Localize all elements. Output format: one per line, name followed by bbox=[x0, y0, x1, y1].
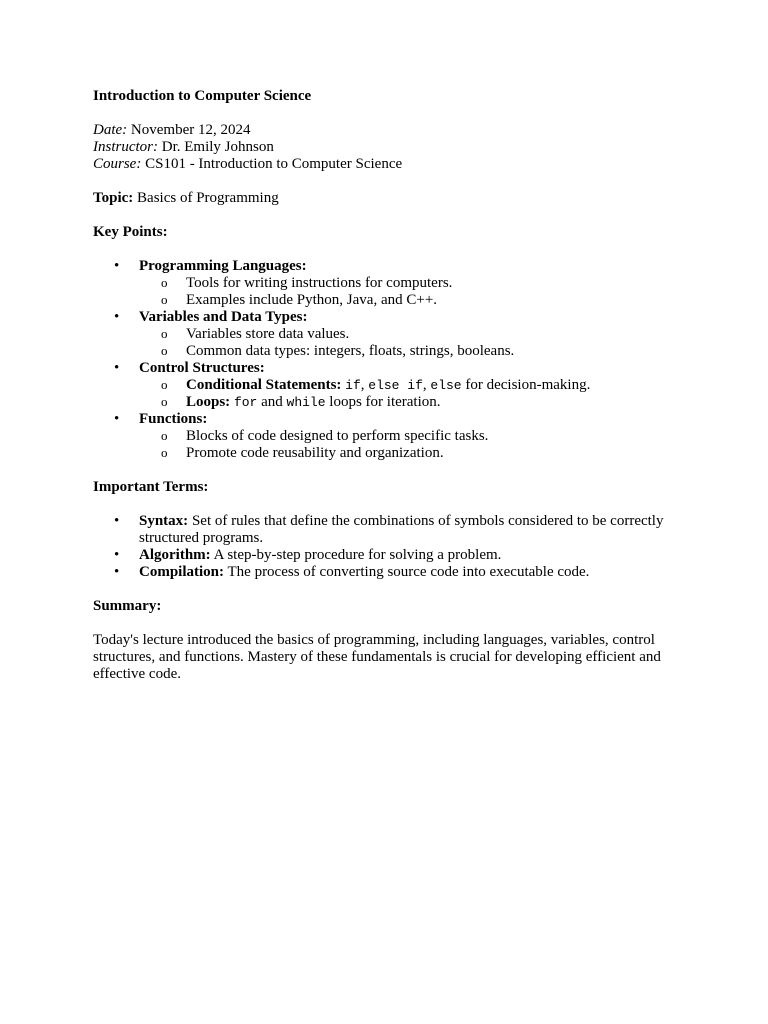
sub-item-text: loops for iteration. bbox=[325, 394, 441, 410]
date-value: November 12, 2024 bbox=[127, 122, 251, 138]
sub-list-item bbox=[139, 326, 693, 343]
important-terms-heading: Important Terms: bbox=[93, 479, 209, 495]
sub-list bbox=[139, 377, 693, 411]
sub-item-text: Blocks of code designed to perform specific tasks. bbox=[186, 428, 489, 444]
course-line bbox=[93, 156, 693, 173]
circle-bullet-icon: o bbox=[161, 445, 168, 460]
bullet-icon: • bbox=[114, 360, 120, 376]
list-item bbox=[93, 547, 693, 564]
sub-list-item bbox=[139, 445, 693, 462]
course-label: Course: bbox=[93, 156, 142, 172]
sub-list-item bbox=[139, 428, 693, 445]
topic-value: Basics of Programming bbox=[133, 190, 279, 206]
sub-item-text: Variables store data values. bbox=[186, 326, 350, 342]
sub-list bbox=[139, 428, 693, 462]
term-definition: The process of converting source code into executable code. bbox=[224, 564, 590, 580]
key-point-label: Programming Languages: bbox=[139, 258, 307, 274]
sub-item-text: Tools for writing instructions for computers. bbox=[186, 275, 453, 291]
sub-list-item bbox=[139, 343, 693, 360]
circle-bullet-icon: o bbox=[161, 377, 168, 392]
document-title: Introduction to Computer Science bbox=[93, 88, 312, 104]
circle-bullet-icon: o bbox=[161, 428, 168, 443]
list-item bbox=[93, 513, 693, 547]
list-item bbox=[93, 258, 693, 309]
sub-item-text: for decision-making. bbox=[461, 377, 591, 393]
sub-list-item bbox=[139, 292, 693, 309]
key-point-label: Variables and Data Types: bbox=[139, 309, 308, 325]
bullet-icon: • bbox=[114, 564, 120, 580]
date-line bbox=[93, 122, 693, 139]
circle-bullet-icon: o bbox=[161, 394, 168, 409]
code-else-if: else if bbox=[368, 378, 423, 393]
sub-list bbox=[139, 326, 693, 360]
key-point-label: Functions: bbox=[139, 411, 208, 427]
code-while: while bbox=[286, 395, 326, 410]
circle-bullet-icon: o bbox=[161, 343, 168, 358]
term-label: Algorithm: bbox=[139, 547, 211, 563]
circle-bullet-icon: o bbox=[161, 292, 168, 307]
topic-label: Topic: bbox=[93, 190, 134, 206]
list-item bbox=[93, 309, 693, 360]
term-label: Compilation: bbox=[139, 564, 225, 580]
course-value: CS101 - Introduction to Computer Science bbox=[141, 156, 403, 172]
bullet-icon: • bbox=[114, 309, 120, 325]
sub-list-item bbox=[139, 394, 693, 411]
code-for: for bbox=[233, 395, 258, 410]
summary-heading: Summary: bbox=[93, 598, 162, 614]
bullet-icon: • bbox=[114, 258, 120, 274]
sub-item-text: Examples include Python, Java, and C++. bbox=[186, 292, 438, 308]
separator: , bbox=[422, 377, 431, 393]
key-point-label: Control Structures: bbox=[139, 360, 265, 376]
code-else: else bbox=[430, 378, 462, 393]
summary-text: Today's lecture introduced the basics of programming, including languages, variables, control structures, and functions. Mastery of these fundamentals is crucial for developing efficient and effective code. bbox=[93, 632, 661, 682]
instructor-value: Dr. Emily Johnson bbox=[158, 139, 274, 155]
key-points-list bbox=[93, 258, 693, 462]
term-definition: Set of rules that define the combinations of symbols considered to be correctly structured programs. bbox=[139, 513, 664, 546]
conditional-label: Conditional Statements: bbox=[186, 377, 342, 393]
sub-list-item bbox=[139, 377, 693, 394]
date-label: Date: bbox=[93, 122, 128, 138]
sub-list-item bbox=[139, 275, 693, 292]
separator: , bbox=[360, 377, 369, 393]
document-meta bbox=[93, 122, 693, 173]
sub-item-text: Common data types: integers, floats, strings, booleans. bbox=[186, 343, 515, 359]
code-if: if bbox=[345, 378, 361, 393]
bullet-icon: • bbox=[114, 547, 120, 563]
key-points-heading: Key Points: bbox=[93, 224, 168, 240]
instructor-line bbox=[93, 139, 693, 156]
instructor-label: Instructor: bbox=[93, 139, 158, 155]
loops-label: Loops: bbox=[186, 394, 231, 410]
topic-line bbox=[93, 190, 693, 207]
term-label: Syntax: bbox=[139, 513, 189, 529]
list-item bbox=[93, 411, 693, 462]
bullet-icon: • bbox=[114, 513, 120, 529]
important-terms-list bbox=[93, 513, 693, 581]
circle-bullet-icon: o bbox=[161, 275, 168, 290]
sub-item-text: Promote code reusability and organization. bbox=[186, 445, 444, 461]
sub-list bbox=[139, 275, 693, 309]
term-definition: A step-by-step procedure for solving a problem. bbox=[210, 547, 502, 563]
list-item bbox=[93, 360, 693, 411]
sub-item-text: and bbox=[257, 394, 287, 410]
circle-bullet-icon: o bbox=[161, 326, 168, 341]
document-page bbox=[93, 88, 693, 683]
list-item bbox=[93, 564, 693, 581]
bullet-icon: • bbox=[114, 411, 120, 427]
